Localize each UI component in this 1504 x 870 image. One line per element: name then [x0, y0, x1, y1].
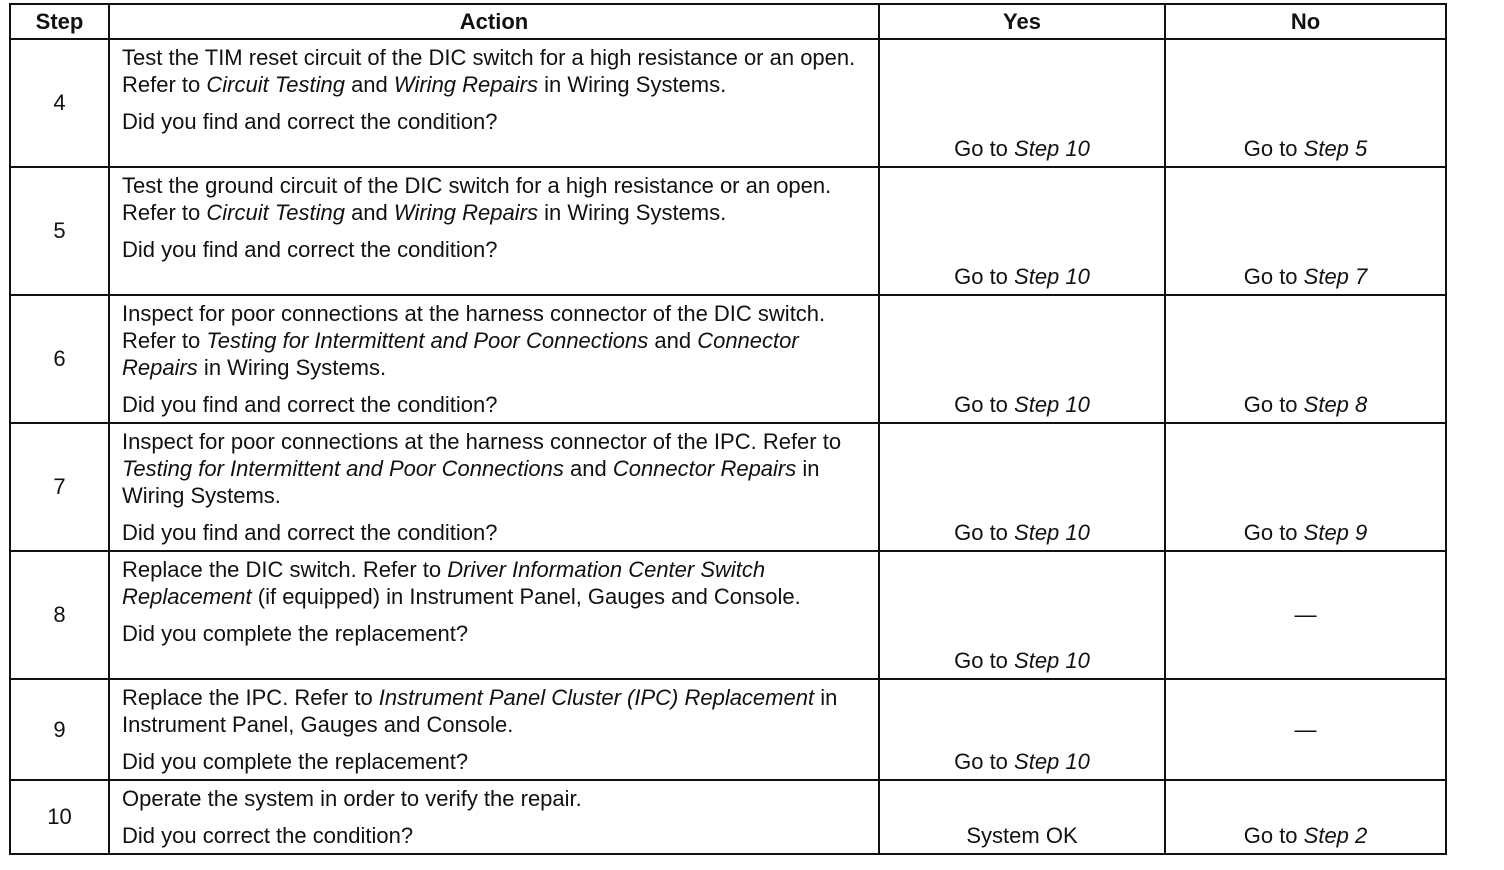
step-number: 7: [10, 423, 109, 551]
no-cell: [1165, 295, 1446, 423]
action-cell: [109, 167, 879, 295]
yes-result: [880, 748, 1164, 776]
step-number: 5: [10, 167, 109, 295]
reference-title: Wiring Repairs: [393, 72, 538, 97]
yes-cell: [879, 423, 1165, 551]
yes-goto-step: Step 10: [1014, 749, 1090, 774]
yes-goto-prefix: Go to: [954, 264, 1015, 289]
step-number: 6: [10, 295, 109, 423]
reference-title: Circuit Testing: [206, 200, 345, 225]
no-cell: [1165, 39, 1446, 167]
no-result: [1166, 135, 1445, 163]
action-question: Did you find and correct the condition?: [122, 520, 498, 545]
no-cell: [1165, 780, 1446, 854]
action-text: [122, 785, 868, 812]
reference-title: Circuit Testing: [206, 72, 345, 97]
no-goto-prefix: Go to: [1243, 392, 1304, 417]
yes-goto-prefix: Go to: [954, 520, 1015, 545]
no-result-dash: —: [1294, 716, 1317, 742]
no-goto-step: Step 7: [1303, 264, 1368, 289]
action-question: Did you correct the condition?: [122, 823, 414, 848]
no-goto-prefix: Go to: [1243, 264, 1304, 289]
reference-title: Wiring Repairs: [393, 200, 538, 225]
yes-result: [880, 647, 1164, 675]
yes-result: [880, 135, 1164, 163]
action-text-segment: and: [344, 200, 394, 225]
table-row: [10, 551, 1446, 679]
reference-title: Driver Information Center Switch Replacement: [122, 557, 766, 609]
header-action: Action: [109, 4, 879, 39]
reference-title: Testing for Intermittent and Poor Connections: [122, 456, 564, 481]
step-number: 8: [10, 551, 109, 679]
header-step: Step: [10, 4, 109, 39]
step-number: 10: [10, 780, 109, 854]
yes-goto-prefix: Go to: [954, 136, 1015, 161]
action-text: [122, 684, 868, 738]
no-result: [1166, 519, 1445, 547]
action-text-segment: and: [648, 328, 698, 353]
no-cell: [1165, 423, 1446, 551]
yes-goto-step: Step 10: [1014, 648, 1090, 673]
action-text-segment: in Wiring Systems.: [537, 72, 727, 97]
action-text-segment: Test the TIM reset circuit of the DIC switch for a high resistance or an open. Refer to: [122, 45, 856, 97]
action-text-segment: in Wiring Systems.: [122, 456, 820, 508]
table-row: [10, 39, 1446, 167]
yes-cell: [879, 679, 1165, 780]
action-question: Did you complete the replacement?: [122, 749, 469, 774]
no-goto-step: Step 8: [1303, 392, 1368, 417]
action-text-segment: in Instrument Panel, Gauges and Console.: [122, 685, 838, 737]
action-text-segment: in Wiring Systems.: [537, 200, 727, 225]
action-text-segment: and: [563, 456, 613, 481]
yes-result: [880, 263, 1164, 291]
yes-cell: [879, 39, 1165, 167]
action-text: [122, 300, 868, 381]
no-cell-empty: [1165, 679, 1446, 780]
action-cell: [109, 39, 879, 167]
yes-goto-step: Step 10: [1014, 264, 1090, 289]
action-text-segment: in Wiring Systems.: [197, 355, 387, 380]
action-text-segment: Inspect for poor connections at the harness connector of the DIC switch. Refer to: [122, 301, 826, 353]
action-cell: [109, 423, 879, 551]
header-row: [10, 4, 1446, 39]
no-goto-prefix: Go to: [1243, 520, 1304, 545]
yes-result-text: System OK: [966, 823, 1078, 848]
reference-title: Connector Repairs: [612, 456, 797, 481]
table-row: [10, 167, 1446, 295]
action-question: Did you find and correct the condition?: [122, 392, 498, 417]
action-text-segment: and: [344, 72, 394, 97]
yes-cell: [879, 551, 1165, 679]
no-goto-prefix: Go to: [1243, 136, 1304, 161]
action-cell: [109, 679, 879, 780]
action-text-segment: Test the ground circuit of the DIC switch for a high resistance or an open. Refer to: [122, 173, 832, 225]
reference-title: Connector Repairs: [122, 328, 799, 380]
action-text-segment: Replace the DIC switch. Refer to: [122, 557, 448, 582]
table-row: [10, 295, 1446, 423]
step-number: 9: [10, 679, 109, 780]
yes-result: [880, 391, 1164, 419]
no-goto-step: Step 5: [1303, 136, 1368, 161]
header-no: No: [1165, 4, 1446, 39]
no-result: [1166, 263, 1445, 291]
no-goto-step: Step 2: [1303, 823, 1368, 848]
yes-cell: [879, 780, 1165, 854]
no-cell: [1165, 167, 1446, 295]
reference-title: Testing for Intermittent and Poor Connections: [206, 328, 649, 353]
action-question: Did you find and correct the condition?: [122, 109, 498, 134]
header-yes: Yes: [879, 4, 1165, 39]
step-number: 4: [10, 39, 109, 167]
action-question: Did you find and correct the condition?: [122, 237, 498, 262]
yes-goto-step: Step 10: [1014, 392, 1090, 417]
no-goto-prefix: Go to: [1243, 823, 1304, 848]
diagnostic-table: [9, 3, 1447, 855]
action-cell: [109, 780, 879, 854]
action-text-segment: (if equipped) in Instrument Panel, Gauges and Console.: [251, 584, 801, 609]
yes-goto-prefix: Go to: [954, 648, 1015, 673]
yes-goto-step: Step 10: [1014, 136, 1090, 161]
yes-cell: [879, 167, 1165, 295]
no-result: [1166, 822, 1445, 850]
action-text: [122, 556, 868, 610]
yes-goto-prefix: Go to: [954, 749, 1015, 774]
action-text: [122, 172, 868, 226]
yes-goto-step: Step 10: [1014, 520, 1090, 545]
table-row: [10, 679, 1446, 780]
no-cell-empty: [1165, 551, 1446, 679]
action-cell: [109, 551, 879, 679]
reference-title: Instrument Panel Cluster (IPC) Replacement: [378, 685, 815, 710]
yes-result: [880, 519, 1164, 547]
action-question: Did you complete the replacement?: [122, 621, 469, 646]
table-row: [10, 423, 1446, 551]
yes-cell: [879, 295, 1165, 423]
table-row: [10, 780, 1446, 854]
action-text-segment: Replace the IPC. Refer to: [122, 685, 379, 710]
yes-goto-prefix: Go to: [954, 392, 1015, 417]
action-text: [122, 428, 868, 509]
action-cell: [109, 295, 879, 423]
no-goto-step: Step 9: [1303, 520, 1368, 545]
action-text-segment: Inspect for poor connections at the harness connector of the IPC. Refer to: [122, 429, 842, 454]
no-result-dash: —: [1294, 602, 1317, 627]
action-text-segment: Operate the system in order to verify the repair.: [122, 786, 582, 811]
no-result: [1166, 391, 1445, 419]
yes-result: [880, 822, 1164, 850]
action-text: [122, 44, 868, 98]
